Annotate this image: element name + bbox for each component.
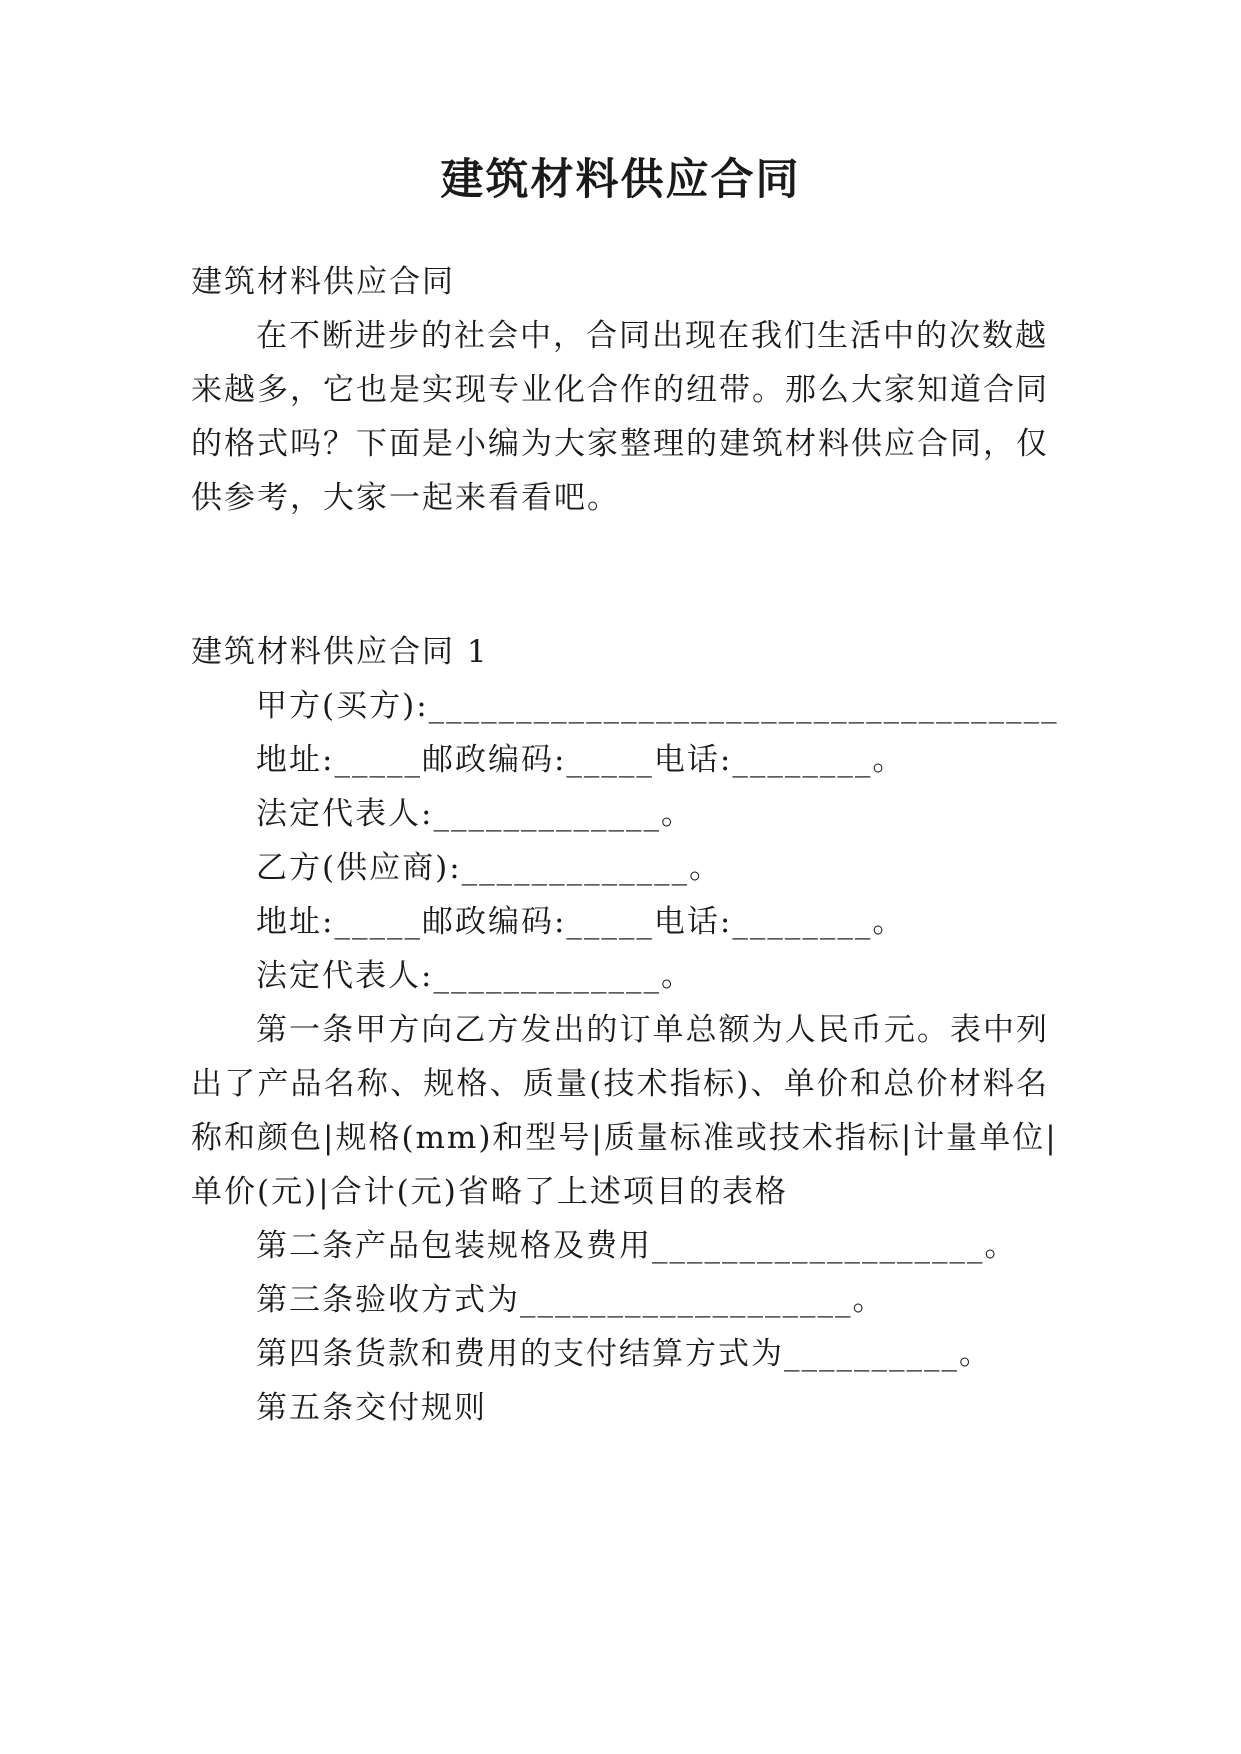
article4-line: 第四条货款和费用的支付结算方式为__________。 [256,1336,992,1372]
article1-line-4: 单价(元)|合计(元)省略了上述项目的表格 [191,1174,788,1210]
article1-line-2: 出了产品名称、规格、质量(技术指标)、单价和总价材料名 [191,1066,1049,1102]
article2-line: 第二条产品包装规格及费用___________________。 [256,1228,1018,1264]
document-subtitle: 建筑材料供应合同 [191,264,455,300]
party-a-line: 甲方(买方):____________________________________ [256,688,1059,724]
intro-line-1: 在不断进步的社会中，合同出现在我们生活中的次数越 [256,318,1048,354]
article5-line: 第五条交付规则 [256,1390,487,1426]
party-b-address-line: 地址:_____邮政编码:_____电话:________。 [256,904,906,940]
document-title: 建筑材料供应合同 [440,155,801,205]
article1-line-3: 称和颜色|规格(mm)和型号|质量标准或技术指标|计量单位| [191,1120,1058,1156]
party-b-line: 乙方(供应商):_____________。 [256,850,723,886]
article1-line-1: 第一条甲方向乙方发出的订单总额为人民币元。表中列 [256,1012,1049,1048]
intro-line-3: 的格式吗？下面是小编为大家整理的建筑材料供应合同，仅 [191,426,1049,462]
intro-line-2: 来越多，它也是实现专业化合作的纽带。那么大家知道合同 [191,372,1049,408]
section1-heading: 建筑材料供应合同 1 [191,634,489,670]
article3-line: 第三条验收方式为___________________。 [256,1282,886,1318]
party-a-representative-line: 法定代表人:_____________。 [256,796,694,832]
party-b-representative-line: 法定代表人:_____________。 [256,958,694,994]
party-a-address-line: 地址:_____邮政编码:_____电话:________。 [256,742,906,778]
intro-line-4: 供参考，大家一起来看看吧。 [191,480,620,516]
